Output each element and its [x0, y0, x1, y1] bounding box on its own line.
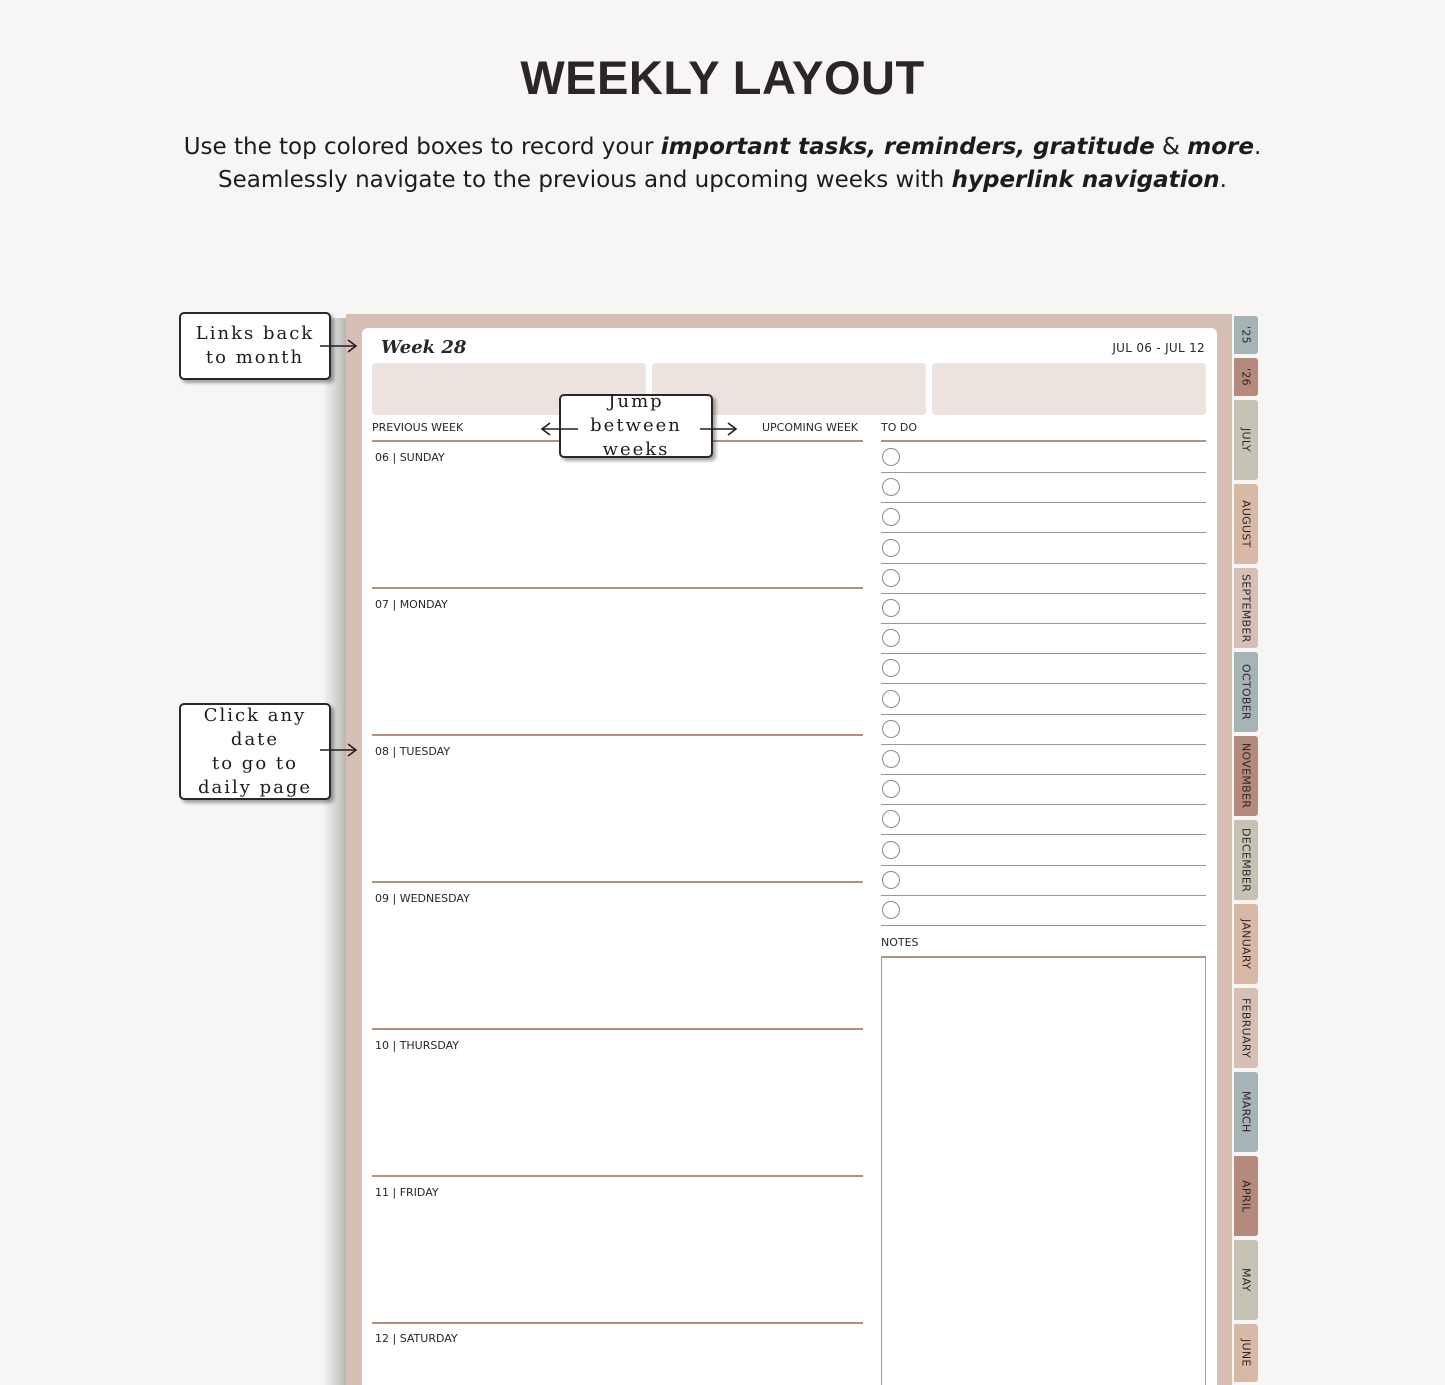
- day-link-saturday[interactable]: 12 | SATURDAY: [375, 1332, 458, 1345]
- todo-checkbox[interactable]: [882, 569, 900, 587]
- todo-checkbox[interactable]: [882, 871, 900, 889]
- subtitle-line-1: Use the top colored boxes to record your important tasks, reminders, gratitude & more.: [183, 134, 1262, 160]
- todo-line[interactable]: [881, 593, 1206, 594]
- todo-line[interactable]: [881, 925, 1206, 926]
- day-divider: [372, 1028, 863, 1030]
- month-tab[interactable]: [1234, 1240, 1258, 1320]
- upcoming-week-link[interactable]: UPCOMING WEEK: [762, 421, 858, 434]
- todo-checkbox[interactable]: [882, 750, 900, 768]
- todo-line[interactable]: [881, 653, 1206, 654]
- month-tab-label: AUGUST: [1239, 500, 1253, 548]
- month-tab-label: OCTOBER: [1239, 664, 1253, 720]
- day-divider: [372, 881, 863, 883]
- todo-checkbox[interactable]: [882, 901, 900, 919]
- notes-label: NOTES: [881, 936, 919, 949]
- month-tab[interactable]: [1234, 1324, 1258, 1382]
- month-tab[interactable]: [1234, 904, 1258, 984]
- day-link-sunday[interactable]: 06 | SUNDAY: [375, 451, 445, 464]
- week-title-link[interactable]: Week 28: [381, 337, 467, 358]
- todo-checkbox[interactable]: [882, 599, 900, 617]
- todo-checkbox[interactable]: [882, 690, 900, 708]
- todo-label: TO DO: [881, 421, 918, 434]
- todo-line[interactable]: [881, 623, 1206, 624]
- month-tab[interactable]: [1234, 988, 1258, 1068]
- month-tab-label: SEPTEMBER: [1239, 573, 1253, 643]
- month-tab[interactable]: [1234, 484, 1258, 564]
- month-tab-label: DECEMBER: [1239, 827, 1253, 893]
- day-divider: [372, 1322, 863, 1324]
- subtitle-line-2: Seamlessly navigate to the previous and upcoming weeks with hyperlink navigation.: [218, 167, 1227, 193]
- month-tab[interactable]: [1234, 652, 1258, 732]
- month-tab-label: '25: [1239, 326, 1253, 344]
- day-link-monday[interactable]: 07 | MONDAY: [375, 598, 448, 611]
- todo-header-line: [881, 440, 1206, 442]
- todo-checkbox[interactable]: [882, 841, 900, 859]
- previous-week-link[interactable]: PREVIOUS WEEK: [372, 421, 464, 434]
- day-link-thursday[interactable]: 10 | THURSDAY: [375, 1039, 460, 1052]
- todo-line[interactable]: [881, 744, 1206, 745]
- todo-line[interactable]: [881, 563, 1206, 564]
- arrow-right-icon: [698, 419, 740, 439]
- month-tab[interactable]: [1234, 568, 1258, 648]
- todo-checkbox[interactable]: [882, 720, 900, 738]
- callout-click-date: Click any date to go to daily page: [179, 703, 331, 800]
- month-tab[interactable]: [1234, 316, 1258, 354]
- arrow-right-icon: [318, 741, 360, 759]
- day-link-wednesday[interactable]: 09 | WEDNESDAY: [375, 892, 470, 905]
- todo-line[interactable]: [881, 774, 1206, 775]
- month-tab-label: JANUARY: [1239, 918, 1253, 970]
- month-tab-label: NOVEMBER: [1239, 743, 1253, 809]
- date-range: JUL 06 - JUL 12: [1112, 341, 1205, 355]
- day-link-friday[interactable]: 11 | FRIDAY: [375, 1186, 439, 1199]
- todo-line[interactable]: [881, 834, 1206, 835]
- page-title: WEEKLY LAYOUT: [520, 51, 925, 104]
- month-tab[interactable]: [1234, 1072, 1258, 1152]
- todo-line[interactable]: [881, 895, 1206, 896]
- todo-checkbox[interactable]: [882, 539, 900, 557]
- month-tab-label: JUNE: [1239, 1339, 1253, 1367]
- callout-links-to-month: Links back to month: [179, 312, 331, 380]
- month-tab-label: MAY: [1239, 1268, 1253, 1292]
- todo-line[interactable]: [881, 865, 1206, 866]
- top-box-3[interactable]: [932, 363, 1206, 415]
- notes-area[interactable]: [881, 956, 1206, 1385]
- arrow-left-icon: [538, 419, 580, 439]
- month-tab[interactable]: [1234, 736, 1258, 816]
- day-divider: [372, 1175, 863, 1177]
- month-tab[interactable]: [1234, 1156, 1258, 1236]
- month-tab-label: APRIL: [1239, 1179, 1253, 1213]
- todo-line[interactable]: [881, 532, 1206, 533]
- todo-line[interactable]: [881, 683, 1206, 684]
- todo-checkbox[interactable]: [882, 448, 900, 466]
- month-tab[interactable]: [1234, 820, 1258, 900]
- todo-line[interactable]: [881, 804, 1206, 805]
- month-tab[interactable]: [1234, 358, 1258, 396]
- month-tab-label: MARCH: [1239, 1091, 1253, 1133]
- todo-line[interactable]: [881, 714, 1206, 715]
- month-tab-label: '26: [1239, 368, 1253, 386]
- callout-jump-weeks: Jump between weeks: [559, 394, 713, 458]
- month-tab-label: FEBRUARY: [1239, 997, 1253, 1059]
- day-divider: [372, 734, 863, 736]
- day-link-tuesday[interactable]: 08 | TUESDAY: [375, 745, 451, 758]
- month-tab-label: JULY: [1239, 428, 1253, 452]
- todo-line[interactable]: [881, 502, 1206, 503]
- todo-line[interactable]: [881, 472, 1206, 473]
- arrow-right-icon: [318, 337, 360, 355]
- day-divider: [372, 587, 863, 589]
- month-tab[interactable]: [1234, 400, 1258, 480]
